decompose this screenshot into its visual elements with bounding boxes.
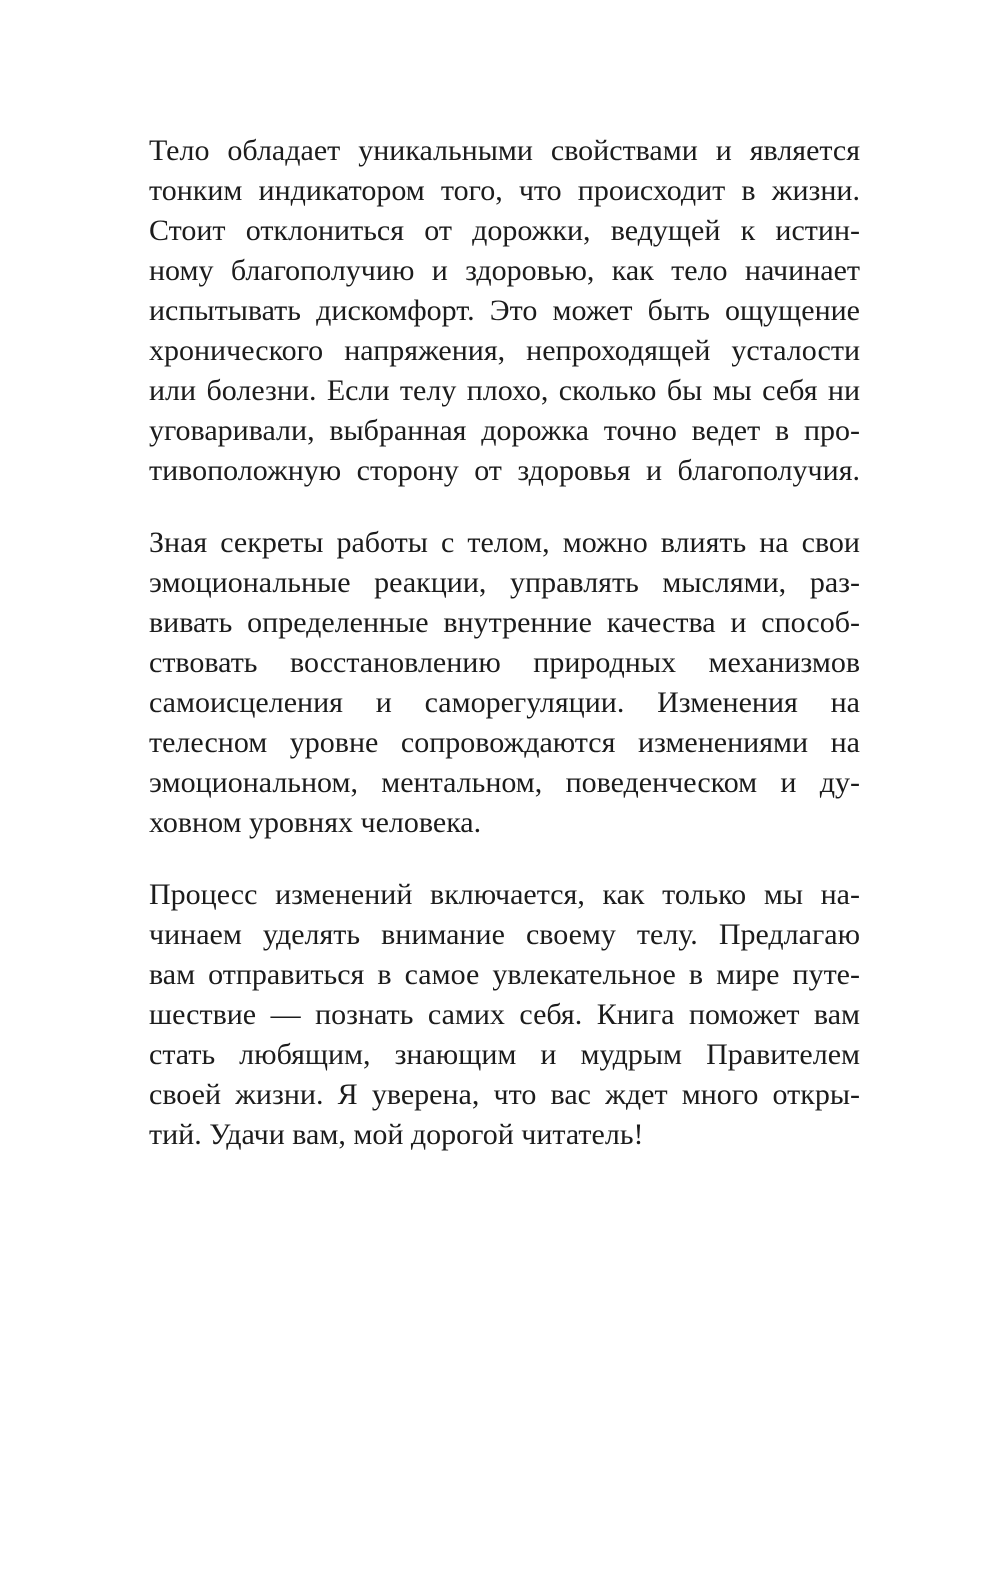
text-line: самоисцеления и саморегуляции. Изменения на (149, 686, 860, 719)
text-line: тий. Удачи вам, мой дорогой читатель! (149, 1118, 644, 1151)
text-line: тивоположную сторону от здоровья и благополучия. (149, 454, 860, 487)
text-line: Процесс изменений включается, как только мы на- (149, 878, 860, 911)
text-line: шествие — познать самих себя. Книга поможет вам (149, 998, 860, 1031)
text-line: чинаем уделять внимание своему телу. Предлагаю (149, 918, 860, 951)
text-line: вивать определенные внутренние качества и способ- (149, 606, 860, 639)
text-line: Стоит отклониться от дорожки, ведущей к истин- (149, 214, 860, 247)
body-text (149, 131, 860, 1187)
text-line: уговаривали, выбранная дорожка точно ведет в про- (149, 414, 860, 447)
text-line: ному благополучию и здоровью, как тело начинает (149, 254, 860, 287)
paragraph-2 (149, 523, 860, 843)
text-line: вам отправиться в самое увлекательное в мире путе- (149, 958, 860, 991)
text-line: стать любящим, знающим и мудрым Правителем (149, 1038, 860, 1071)
paragraph-1 (149, 131, 860, 491)
text-line: или болезни. Если телу плохо, сколько бы мы себя ни (149, 374, 860, 407)
paragraph-3 (149, 875, 860, 1155)
text-line: своей жизни. Я уверена, что вас ждет много откры- (149, 1078, 860, 1111)
text-line: ховном уровнях человека. (149, 806, 482, 839)
text-line: Зная секреты работы с телом, можно влиять на свои (149, 526, 860, 559)
text-line: испытывать дискомфорт. Это может быть ощущение (149, 294, 860, 327)
text-line: эмоциональном, ментальном, поведенческом и ду- (149, 766, 860, 799)
text-line: эмоциональные реакции, управлять мыслями, раз- (149, 566, 860, 599)
text-line: хронического напряжения, непроходящей усталости (149, 334, 860, 367)
text-line: телесном уровне сопровождаются изменениями на (149, 726, 860, 759)
text-line: Тело обладает уникальными свойствами и является (149, 134, 860, 167)
text-line: тонким индикатором того, что происходит в жизни. (149, 174, 860, 207)
text-line: ствовать восстановлению природных механизмов (149, 646, 860, 679)
